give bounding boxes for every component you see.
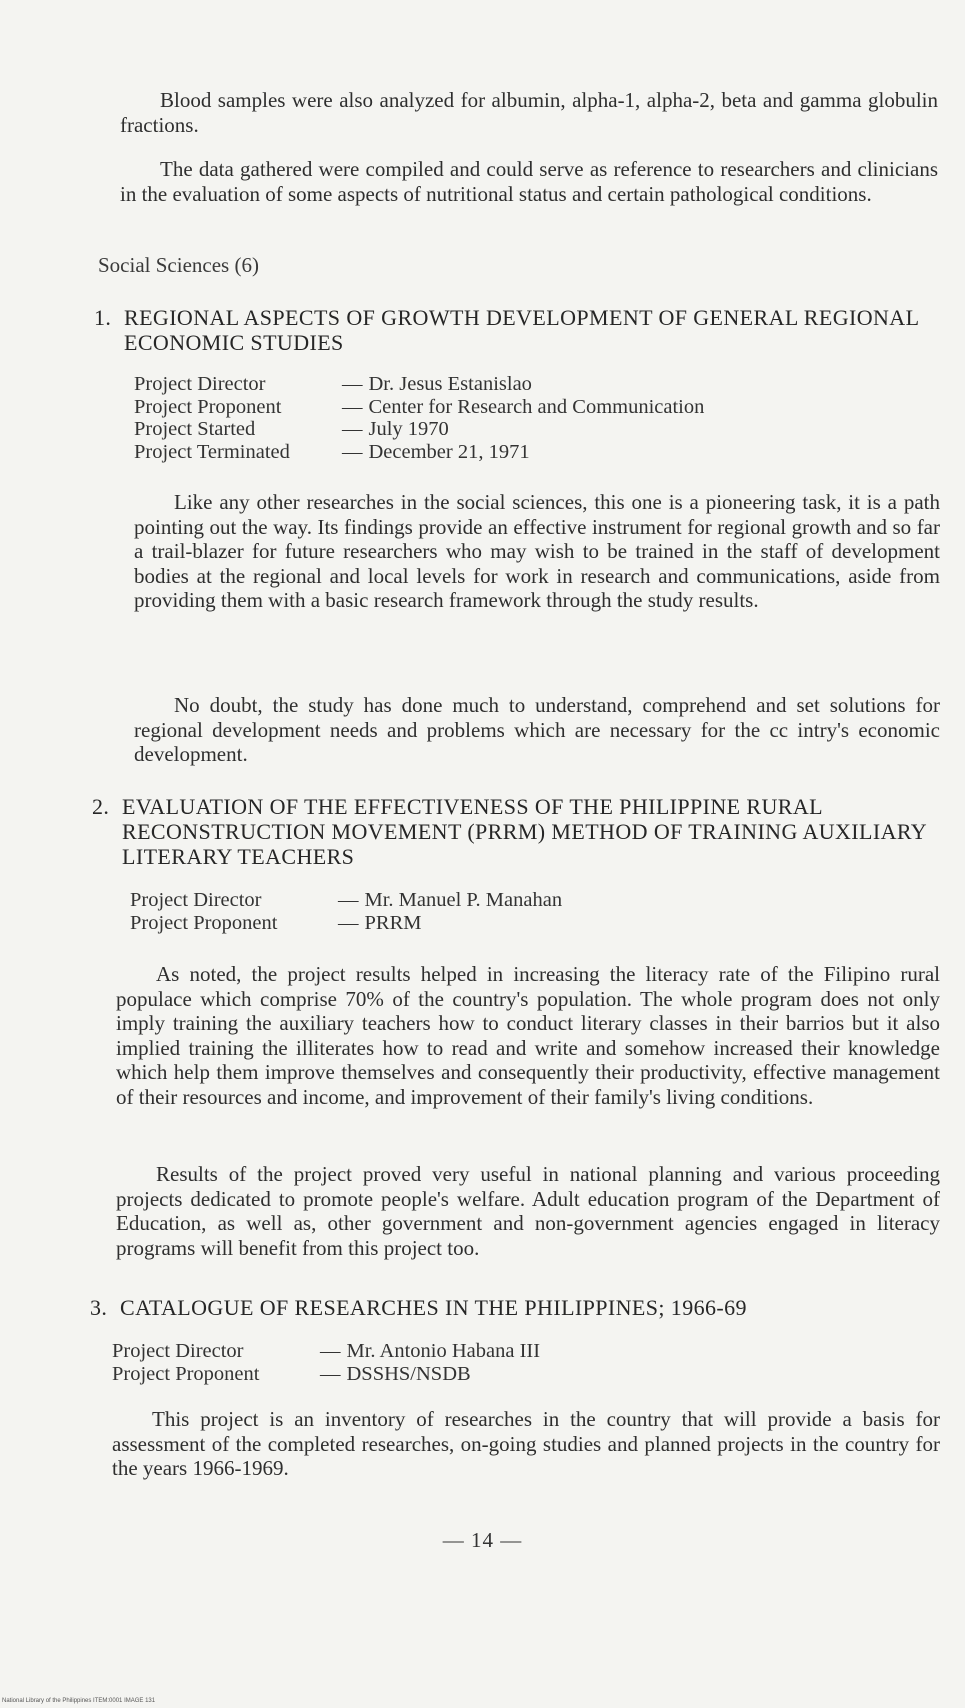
meta-dash: — xyxy=(342,440,363,463)
item-2-meta xyxy=(130,889,890,934)
meta-dash: — xyxy=(342,395,363,418)
meta-key: Project Proponent xyxy=(112,1362,260,1385)
meta-dash: — xyxy=(338,911,359,934)
meta-value: DSSHS/NSDB xyxy=(346,1362,471,1385)
meta-row xyxy=(112,1340,872,1363)
meta-key: Project Director xyxy=(130,889,262,911)
meta-value: Mr. Antonio Habana III xyxy=(346,1340,541,1362)
section-label: Social Sciences (6) xyxy=(98,253,259,277)
meta-value: Dr. Jesus Estanislao xyxy=(368,373,532,395)
item-3-heading xyxy=(90,1295,946,1320)
item-3-paragraph-1: This project is an inventory of researches in the country that will provide a basis for assessment of the completed researches, on-going studies and planned projects in the country for the years 1966-1969. xyxy=(112,1407,940,1480)
intro-paragraph-2: The data gathered were compiled and could serve as reference to researchers and clinicians in the evaluation of some aspects of nutritional status and certain pathological conditions. xyxy=(120,157,938,206)
item-3-meta xyxy=(112,1340,872,1385)
item-2-title: EVALUATION OF THE EFFECTIVENESS OF THE PHILIPPINE RURAL RECONSTRUCTION MOVEMENT (PRRM) METHOD OF TRAINING AUXILIARY LITERARY TEACHERS xyxy=(122,794,927,869)
meta-key: Project Director xyxy=(134,373,266,395)
meta-value: PRRM xyxy=(364,911,422,934)
meta-dash: — xyxy=(320,1340,341,1362)
item-1-title: REGIONAL ASPECTS OF GROWTH DEVELOPMENT OF GENERAL REGIONAL ECONOMIC STUDIES xyxy=(124,305,919,355)
item-1-paragraph-2: No doubt, the study has done much to understand, comprehend and set solutions for regional development needs and problems which are necessary for the cc intry's economic development. xyxy=(134,693,940,766)
meta-value: December 21, 1971 xyxy=(368,440,530,463)
meta-row xyxy=(134,396,894,419)
meta-dash: — xyxy=(342,373,363,395)
meta-key: Project Director xyxy=(112,1340,244,1362)
meta-key: Project Proponent xyxy=(134,395,282,418)
meta-row xyxy=(112,1363,872,1386)
item-3-title: CATALOGUE OF RESEARCHES IN THE PHILIPPINES; 1966-69 xyxy=(120,1295,747,1320)
page-number: — 14 — xyxy=(442,1528,523,1552)
meta-row xyxy=(134,418,894,441)
item-2-number: 2. xyxy=(92,794,110,819)
meta-row xyxy=(134,441,894,464)
item-1-meta xyxy=(134,373,894,463)
meta-key: Project Started xyxy=(134,418,256,440)
meta-row xyxy=(130,912,890,935)
item-2-paragraph-1: As noted, the project results helped in increasing the literacy rate of the Filipino rural populace which comprise 70% of the country's population. The whole program does not only imply training the auxiliary teachers how to conduct literary classes in their barrios but it also implied training the illiterates how to read and write and somehow increased their knowledge which help them improve themselves and consequently their productivity, effective management of their resources and income, and improvement of their family's living conditions. xyxy=(116,962,940,1109)
meta-key: Project Terminated xyxy=(134,440,290,463)
item-2-heading xyxy=(92,794,944,869)
item-1-paragraph-1: Like any other researches in the social sciences, this one is a pioneering task, it is a path pointing out the way. Its findings provide an effective instrument for regional growth and so far a trail-blazer for future researchers who may wish to be trained in the staff of development bodies at the regional and local levels for work in research and communications, aside from providing them with a basic research framework through the study results. xyxy=(134,490,940,612)
meta-value: Mr. Manuel P. Manahan xyxy=(364,889,563,911)
intro-paragraph-1: Blood samples were also analyzed for albumin, alpha-1, alpha-2, beta and gamma globulin fractions. xyxy=(120,88,938,137)
meta-dash: — xyxy=(320,1362,341,1385)
meta-value: July 1970 xyxy=(368,418,449,440)
scan-credit: National Library of the Philippines ITEM:0001 IMAGE 131 xyxy=(2,1698,156,1704)
meta-key: Project Proponent xyxy=(130,911,278,934)
item-1-heading xyxy=(94,305,944,355)
item-3-number: 3. xyxy=(90,1295,108,1320)
meta-row xyxy=(134,373,894,396)
meta-dash: — xyxy=(338,889,359,911)
item-1-number: 1. xyxy=(94,305,112,330)
meta-dash: — xyxy=(342,418,363,440)
item-2-paragraph-2: Results of the project proved very useful in national planning and various proceeding projects dedicated to promote people's welfare. Adult education program of the Department of Education, as well as, other government and non-government agencies engaged in literacy programs will benefit from this project too. xyxy=(116,1162,940,1260)
meta-row xyxy=(130,889,890,912)
meta-value: Center for Research and Communication xyxy=(368,395,705,418)
